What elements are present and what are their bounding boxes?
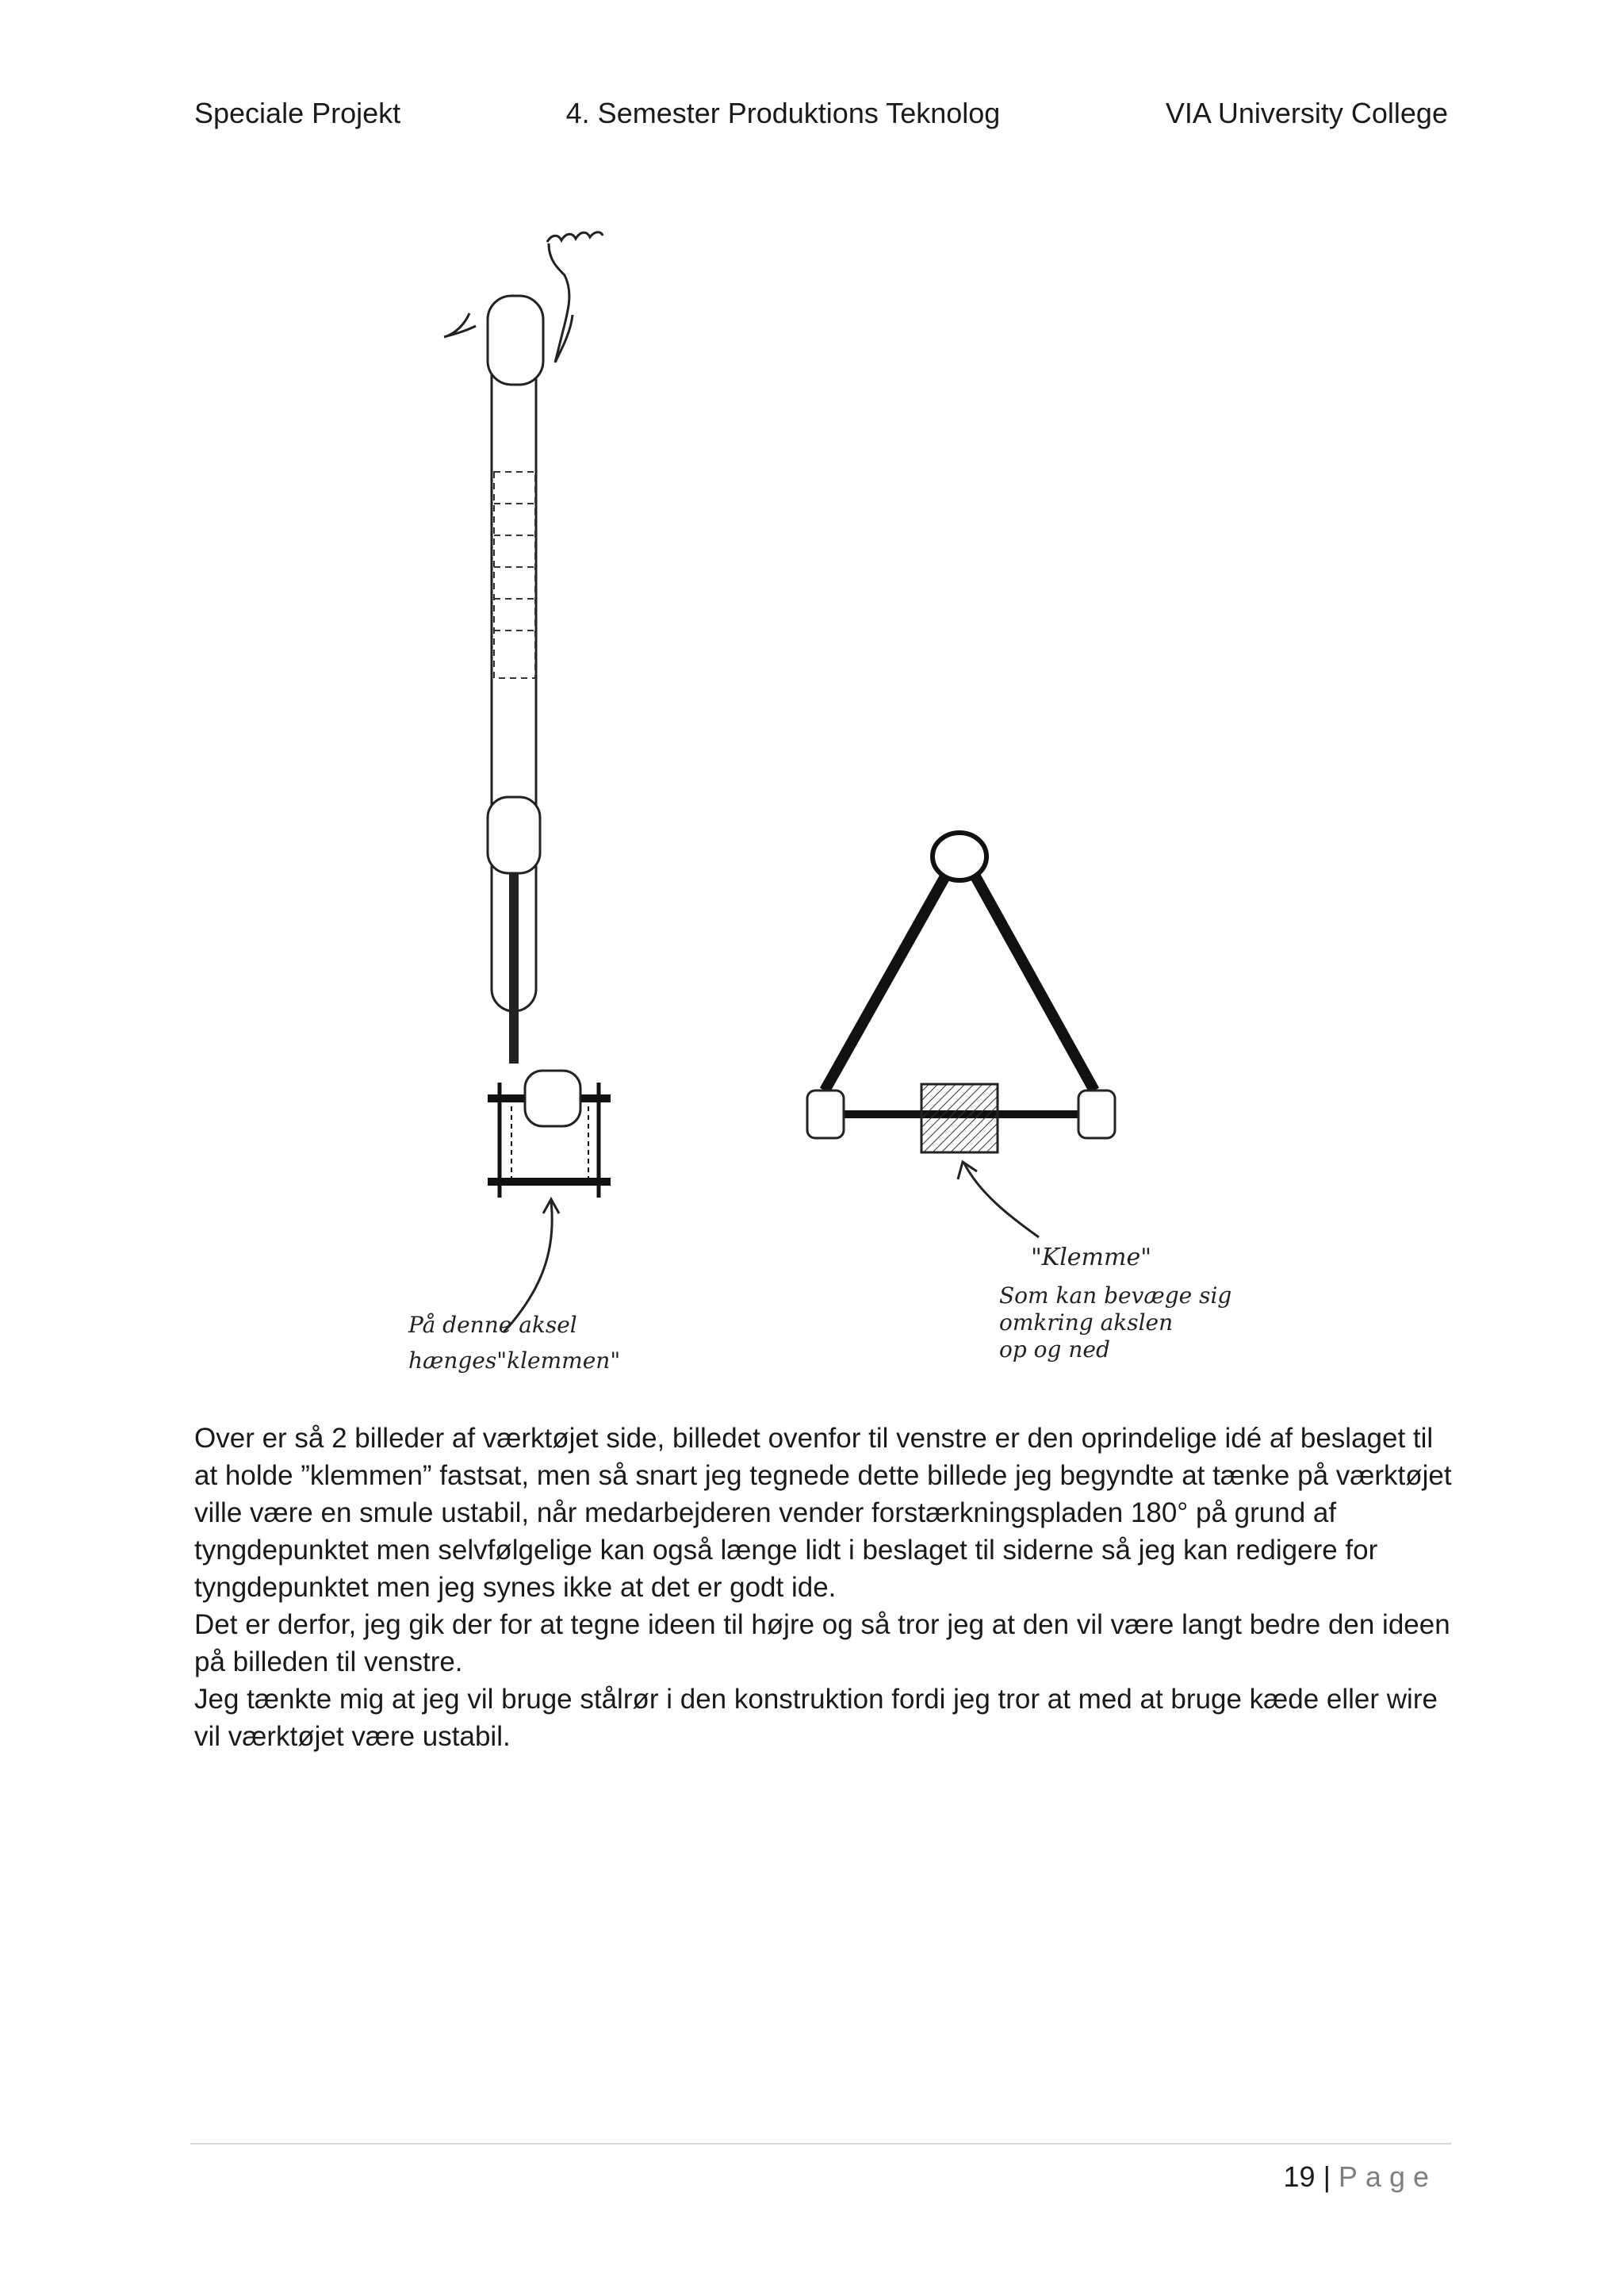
paragraph: Det er derfor, jeg gik der for at tegne ideen til højre og så tror jeg at den vil være langt bedre den ideen på billeden til venstre.: [194, 1609, 1450, 1677]
left-label-line1: På denne aksel: [408, 1312, 577, 1338]
left-label-line2: hænges"klemmen": [408, 1347, 621, 1374]
header-right: VIA University College: [1165, 97, 1448, 129]
paragraph: Over er så 2 billeder af værktøjet side, billedet ovenfor til venstre er den oprindelige idé af beslaget til at holde ”klemmen” fastsat, men så snart jeg tegnede dette billede jeg begyndte at tænke på værktøjet ville være en smule ustabil, når medarbejderen vender forstærkningspladen 180° på grund af tyngdepunktet men selvfølgelige kan også længe lidt i beslaget til siderne så jeg kan redigere for tyngdepunktet men jeg synes ikke at det er godt ide.: [194, 1423, 1452, 1603]
clamp-block: [525, 1071, 580, 1126]
right-label-title: "Klemme": [1031, 1244, 1152, 1271]
footer-divider: [190, 2143, 1451, 2145]
paragraph: Jeg tænkte mig at jeg vil bruge stålrør i den konstruktion fordi jeg tror at med at bruge kæde eller wire vil værktøjet være ustabil.: [194, 1684, 1438, 1752]
page-footer: [1284, 2160, 1437, 2194]
page-word: Page: [1338, 2160, 1437, 2193]
klemme-block: [921, 1084, 998, 1152]
arrow-icon: [958, 1162, 1039, 1237]
right-label-line2: omkring akslen: [999, 1309, 1174, 1336]
footer-separator: |: [1323, 2160, 1331, 2193]
rod: [509, 873, 519, 1064]
page-number: 19: [1283, 2160, 1316, 2193]
sketch-svg: [381, 178, 1293, 1384]
right-label-line1: Som kan bevæge sig: [999, 1282, 1232, 1309]
header-center: 4. Semester Produktions Teknolog: [565, 97, 1001, 129]
right-label-line3: op og ned: [999, 1336, 1110, 1363]
header-left: Speciale Projekt: [194, 97, 401, 129]
sketch-figure: [381, 178, 1293, 1384]
shaft-end: [488, 797, 540, 873]
page-header: [194, 97, 1448, 130]
body-text: [194, 1420, 1455, 1755]
